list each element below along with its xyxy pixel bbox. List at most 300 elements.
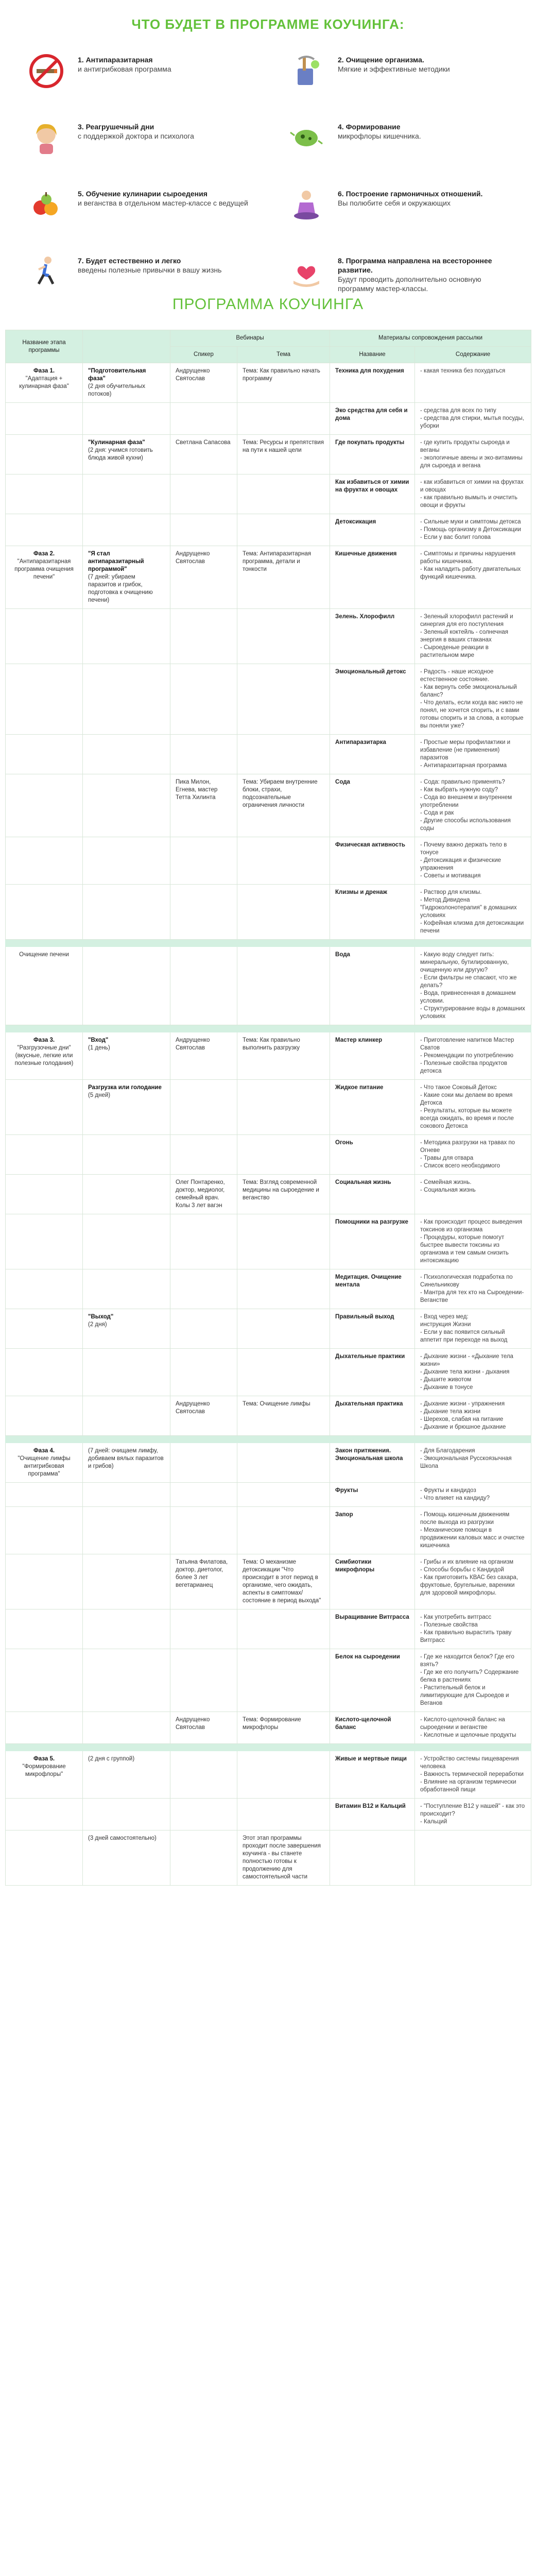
- material-content: - Кислото-щелочной баланс на сыроедении и веганстве - Кислотные и щелочные продукты: [420, 1717, 516, 1738]
- benefit-title: 5. Обучение кулинарии сыроедения: [78, 190, 208, 198]
- webinar-topic: Тема: Очищение лимфы: [243, 1401, 310, 1407]
- table-row: [6, 435, 531, 474]
- phase-cell: [6, 1831, 83, 1886]
- material-name: Клизмы и дренаж: [335, 889, 387, 895]
- topic-cell: [237, 1799, 330, 1831]
- benefit-description: Будут проводить дополнительно основную программу мастер-классы.: [338, 275, 481, 293]
- material-name-cell: [330, 609, 415, 664]
- speaker-cell: [170, 1349, 237, 1396]
- speaker-cell: [170, 1831, 237, 1886]
- webinar-topic: Этот этап программы проходит после завершения коучинга - вы станете полностью готовы к продолжению для самостоятельной части: [243, 1835, 321, 1880]
- subphase-text: (2 дня): [88, 1321, 107, 1328]
- speaker-cell: [170, 774, 237, 837]
- table-row: [6, 1175, 531, 1214]
- subphase-cell: [83, 1214, 170, 1269]
- phase-cell: [6, 403, 83, 435]
- material-content-cell: [415, 1396, 531, 1436]
- speaker-cell: [170, 947, 237, 1025]
- subphase-cell: [83, 1751, 170, 1799]
- speaker-cell: [170, 1309, 237, 1349]
- table-row: [6, 1349, 531, 1396]
- phase-cell: [6, 363, 83, 403]
- material-name-cell: [330, 514, 415, 546]
- benefit-title: 4. Формирование: [338, 123, 401, 131]
- benefit-item: [283, 116, 512, 160]
- material-name: Белок на сыроедении: [335, 1654, 400, 1660]
- material-name-cell: [330, 1175, 415, 1214]
- speaker-name: Андрущенко Святослав: [176, 1037, 210, 1051]
- material-content-cell: [415, 546, 531, 609]
- table-row: [6, 1831, 531, 1886]
- material-name-cell: [330, 664, 415, 735]
- material-name-cell: [330, 1483, 415, 1507]
- webinar-topic: Тема: О механизме детоксикации "Что происходит в этот период в организме, чего ожидать, аспекты в симптомах/состояние в период выхода": [243, 1559, 321, 1604]
- phase-separator: [6, 1436, 531, 1443]
- topic-cell: [237, 837, 330, 885]
- table-row: [6, 1396, 531, 1436]
- phase-text: "Разгрузочные дни" (вкусные, легкие или полезные голодания): [14, 1045, 74, 1066]
- speaker-cell: [170, 1032, 237, 1080]
- benefits-grid: [23, 49, 512, 294]
- benefit-description: с поддержкой доктора и психолога: [78, 132, 194, 140]
- material-name-cell: [330, 1032, 415, 1080]
- speaker-cell: [170, 1135, 237, 1175]
- topic-cell: [237, 1135, 330, 1175]
- phase-cell: [6, 1309, 83, 1349]
- speaker-cell: [170, 1712, 237, 1744]
- material-name: Физическая активность: [335, 842, 405, 848]
- subphase-cell: [83, 664, 170, 735]
- topic-cell: [237, 1649, 330, 1712]
- subphase-title: "Вход": [88, 1037, 109, 1043]
- speaker-cell: [170, 1396, 237, 1436]
- table-row: [6, 474, 531, 514]
- subphase-text: (2 дня с группой): [88, 1756, 135, 1762]
- speaker-name: Татьяна Филатова, доктор, диетолог, более 3 лет вегетарианец: [176, 1559, 228, 1588]
- material-name: Дыхательные практики: [335, 1353, 405, 1360]
- topic-cell: [237, 1175, 330, 1214]
- subphase-cell: [83, 1799, 170, 1831]
- speaker-cell: [170, 1175, 237, 1214]
- phase-cell: [6, 774, 83, 837]
- benefit-text: [330, 183, 482, 208]
- topic-cell: [237, 1609, 330, 1649]
- table-row: [6, 1483, 531, 1507]
- material-content: - Где же находится белок? Где его взять? - Где же его получить? Содержание белка в растениях - Растительный белок и лимитирующие для Сыроедов и Веганов: [420, 1654, 519, 1706]
- material-content-cell: [415, 1751, 531, 1799]
- speaker-cell: [170, 1554, 237, 1609]
- material-content: - Семейная жизнь. - Социальная жизнь: [420, 1179, 476, 1193]
- table-row: [6, 947, 531, 1025]
- speaker-cell: [170, 474, 237, 514]
- phase-cell: [6, 947, 83, 1025]
- table-row: [6, 609, 531, 664]
- table-row: [6, 774, 531, 837]
- table-row: [6, 1712, 531, 1744]
- phase-separator: [6, 940, 531, 947]
- subphase-cell: [83, 885, 170, 940]
- subphase-cell: [83, 1349, 170, 1396]
- material-name-cell: [330, 735, 415, 774]
- benefit-title: 2. Очищение организма.: [338, 56, 424, 64]
- topic-cell: [237, 885, 330, 940]
- material-name: Где покупать продукты: [335, 439, 405, 446]
- subphase-text: (7 дней: убираем паразитов и грибок, подготовка к очищению печени): [88, 574, 153, 603]
- subphase-cell: [83, 546, 170, 609]
- subphase-cell: [83, 403, 170, 435]
- table-row: [6, 1135, 531, 1175]
- material-name: Как избавиться от химии на фруктах и овощах: [335, 479, 409, 493]
- benefit-description: и антигрибковая программа: [78, 65, 171, 73]
- speaker-cell: [170, 1507, 237, 1554]
- material-content: - Сильные муки и симптомы детокса - Помощь организму в Детоксикации - Если у вас болит голова: [420, 519, 521, 540]
- table-row: [6, 363, 531, 403]
- benefit-title: 6. Построение гармоничных отношений.: [338, 190, 483, 198]
- phase-cell: [6, 609, 83, 664]
- material-content: - Как употребить витграсс - Полезные свойства - Как правильно вырастить траву Витграсс: [420, 1614, 512, 1643]
- table-row: [6, 885, 531, 940]
- coaching-benefits-title: ЧТО БУДЕТ В ПРОГРАММЕ КОУЧИНГА:: [131, 16, 405, 32]
- woman-thinking-icon: [23, 116, 70, 160]
- phase-cell: [6, 1799, 83, 1831]
- subphase-cell: [83, 1135, 170, 1175]
- material-name: Социальная жизнь: [335, 1179, 391, 1185]
- topic-cell: [237, 1396, 330, 1436]
- material-content: - Методика разгрузки на травах по Огневе - Травы для отвара - Список всего необходимого: [420, 1140, 515, 1169]
- subphase-cell: [83, 1649, 170, 1712]
- webinar-topic: Тема: Убираем внутренние блоки, страхи, подсознательные ограничения личности: [243, 779, 318, 808]
- cleaning-bucket-icon: [283, 49, 330, 93]
- material-name: Медитация. Очищение ментала: [335, 1274, 402, 1288]
- microbe-icon: [283, 116, 330, 160]
- no-smoking-icon: [23, 49, 70, 93]
- subphase-cell: [83, 1712, 170, 1744]
- material-name: Зелень. Хлорофилл: [335, 614, 395, 620]
- phase-title: Фаза 3.: [33, 1037, 55, 1043]
- subphase-cell: [83, 774, 170, 837]
- material-name: Антипаразитарка: [335, 739, 386, 745]
- material-content: - Раствор для клизмы. - Метод Дивидена "Гидроколонотерапия" в домашних условиях - Кофейная клизма для детоксикации печени: [420, 889, 524, 934]
- material-content: - средства для всех по типу - средства для стирки, мытья посуды, уборки: [420, 408, 524, 429]
- material-content-cell: [415, 1831, 531, 1886]
- topic-cell: [237, 403, 330, 435]
- phase-cell: [6, 664, 83, 735]
- material-content-cell: [415, 1554, 531, 1609]
- header-name: Название: [330, 347, 415, 363]
- material-name: Техника для похудения: [335, 368, 404, 374]
- phase-cell: [6, 1443, 83, 1483]
- speaker-name: Олег Понтаренко, доктор, медиолог, семейный врач. Колы 3 лет вагэн: [176, 1179, 225, 1209]
- material-content: - Что такое Соковый Детокс - Какие соки мы делаем во время Детокса - Результаты, которые вы можете всегда ожидать, во время и после сокового Детокса: [420, 1084, 514, 1129]
- phase-title: Фаза 5.: [33, 1756, 55, 1762]
- material-content: - Помощь кишечным движениям после выхода из разгрузки - Механические помощи в продвижении каловых масс и очистке кишечника: [420, 1512, 525, 1549]
- subphase-cell: [83, 1609, 170, 1649]
- material-name: Вода: [335, 952, 350, 958]
- material-name: Закон притяжения. Эмоциональная школа: [335, 1448, 403, 1462]
- speaker-cell: [170, 1799, 237, 1831]
- table-row: [6, 1080, 531, 1135]
- material-content-cell: [415, 1712, 531, 1744]
- material-name: Помощники на разгрузке: [335, 1219, 408, 1225]
- subphase-cell: [83, 947, 170, 1025]
- phase-cell: [6, 1483, 83, 1507]
- table-row: [6, 1609, 531, 1649]
- table-row: [6, 664, 531, 735]
- woman-running-icon: [23, 250, 70, 294]
- benefit-text: [330, 116, 421, 141]
- subphase-cell: [83, 609, 170, 664]
- header-empty: [83, 330, 170, 363]
- material-name: Запор: [335, 1512, 353, 1518]
- benefit-item: [283, 250, 512, 294]
- subphase-text: (3 дней самостоятельно): [88, 1835, 157, 1841]
- material-content: - Устройство системы пищеварения человека - Важность термической переработки - Влияние на организм термически обработанной пищи: [420, 1756, 524, 1793]
- subphase-cell: [83, 363, 170, 403]
- material-content-cell: [415, 609, 531, 664]
- speaker-name: Пика Милон, Егнева, мастер Тетта Хилинта: [176, 779, 218, 801]
- webinar-topic: Тема: Формирование микрофлоры: [243, 1717, 301, 1731]
- phase-title: Фаза 2.: [33, 551, 55, 557]
- material-content: - Радость - наше исходное естественное состояние. - Как вернуть себе эмоциональный баланс? - Что делать, если когда вас никто не понял, не хочется спорить, и с вами готовы спорить и за слова, а которые вы поняли уже?: [420, 669, 524, 729]
- material-name-cell: [330, 1609, 415, 1649]
- webinar-topic: Тема: Взгляд современной медицины на сыроедение и веганство: [243, 1179, 319, 1201]
- material-name-cell: [330, 1799, 415, 1831]
- header-materials: Материалы сопровождения рассылки: [330, 330, 531, 347]
- speaker-cell: [170, 1483, 237, 1507]
- phase-cell: [6, 1554, 83, 1609]
- table-row: [6, 735, 531, 774]
- speaker-cell: [170, 363, 237, 403]
- material-content: - Простые меры профилактики и избавление (не применения) паразитов - Антипаразитарная программа: [420, 739, 511, 769]
- benefit-description: и веганства в отдельном мастер-классе с ведущей: [78, 199, 248, 207]
- topic-cell: [237, 1831, 330, 1886]
- material-name: Эмоциональный детокс: [335, 669, 406, 675]
- material-content-cell: [415, 837, 531, 885]
- subphase-cell: [83, 514, 170, 546]
- speaker-name: Светлана Сапасова: [176, 439, 231, 446]
- material-name-cell: [330, 1396, 415, 1436]
- table-row: [6, 1025, 531, 1032]
- material-content-cell: [415, 1269, 531, 1309]
- material-content: - какая техника без похудаться: [420, 368, 506, 374]
- subphase-text: (2 дня: учимся готовить блюда живой кухни): [88, 447, 153, 461]
- subphase-cell: [83, 435, 170, 474]
- material-content-cell: [415, 1609, 531, 1649]
- subphase-cell: [83, 1483, 170, 1507]
- material-name-cell: [330, 1507, 415, 1554]
- phase-cell: [6, 735, 83, 774]
- topic-cell: [237, 735, 330, 774]
- subphase-title: "Я стал антипаразитарный программой": [88, 551, 144, 572]
- material-name-cell: [330, 1349, 415, 1396]
- subphase-cell: [83, 1396, 170, 1436]
- material-name: Симбиотики микрофлоры: [335, 1559, 375, 1573]
- program-title: ПРОГРАММА КОУЧИНГА: [172, 296, 364, 313]
- phase-cell: [6, 1507, 83, 1554]
- topic-cell: [237, 514, 330, 546]
- material-name: Кислото-щелочной баланс: [335, 1717, 391, 1731]
- speaker-name: Андрущенко Святослав: [176, 551, 210, 565]
- material-content: - Для Благодарения - Эмоциональная Русскоязычная Школа: [420, 1448, 512, 1469]
- material-name-cell: [330, 774, 415, 837]
- material-content-cell: [415, 1080, 531, 1135]
- webinar-topic: Тема: Ресурсы и препятствия на пути к нашей цели: [243, 439, 324, 453]
- material-content-cell: [415, 514, 531, 546]
- material-content-cell: [415, 1309, 531, 1349]
- webinar-topic: Тема: Антипаразитарная программа, детали и тонкости: [243, 551, 312, 572]
- subphase-title: "Выход": [88, 1314, 114, 1320]
- topic-cell: [237, 1214, 330, 1269]
- speaker-cell: [170, 435, 237, 474]
- topic-cell: [237, 435, 330, 474]
- benefit-text: [330, 49, 450, 74]
- material-content-cell: [415, 1214, 531, 1269]
- benefit-item: [23, 250, 252, 294]
- material-content-cell: [415, 1349, 531, 1396]
- material-name-cell: [330, 1554, 415, 1609]
- phase-separator: [6, 1025, 531, 1032]
- speaker-cell: [170, 1214, 237, 1269]
- material-content: - "Поступление B12 у нашей" - как это происходит? - Кальций: [420, 1803, 525, 1825]
- material-name-cell: [330, 474, 415, 514]
- table-row: [6, 1649, 531, 1712]
- benefit-item: [283, 49, 512, 93]
- topic-cell: [237, 363, 330, 403]
- benefit-description: микрофлоры кишечника.: [338, 132, 421, 140]
- speaker-cell: [170, 1609, 237, 1649]
- material-content: - Какую воду следует пить: минеральную, бутилированную, очищенную или другую? - Если фильтры не спасают, что же делать? - Вода, привнесенная в домашнем условии. - Структурирование воды в домашних условиях: [420, 952, 525, 1020]
- header-speaker: Спикер: [170, 347, 237, 363]
- benefit-text: [70, 116, 194, 141]
- phase-cell: [6, 885, 83, 940]
- material-name-cell: [330, 885, 415, 940]
- table-row: [6, 1269, 531, 1309]
- material-name-cell: [330, 1135, 415, 1175]
- material-content-cell: [415, 363, 531, 403]
- material-content-cell: [415, 1175, 531, 1214]
- phase-text: "Антипаразитарная программа очищения печени": [14, 558, 74, 580]
- speaker-cell: [170, 403, 237, 435]
- material-content-cell: [415, 664, 531, 735]
- meditation-icon: [283, 183, 330, 227]
- material-content: - Как происходит процесс выведения токсинов из организма - Процедуры, которые помогут быстрее вывести токсины из организма и тем самым снизить интоксикацию: [420, 1219, 523, 1264]
- speaker-cell: [170, 735, 237, 774]
- topic-cell: [237, 1080, 330, 1135]
- phase-title: Фаза 4.: [33, 1448, 55, 1454]
- material-content-cell: [415, 474, 531, 514]
- material-content-cell: [415, 1135, 531, 1175]
- benefit-text: [70, 183, 248, 208]
- topic-cell: [237, 546, 330, 609]
- hand-heart-icon: [283, 250, 330, 294]
- header-stage: Название этапа программы: [6, 330, 83, 363]
- speaker-cell: [170, 1080, 237, 1135]
- webinar-topic: Тема: Как правильно начать программу: [243, 368, 320, 382]
- material-name: Сода: [335, 779, 350, 785]
- material-content: - Симптомы и причины нарушения работы кишечника. - Как наладить работу двигательных функций кишечника.: [420, 551, 521, 580]
- benefit-item: [23, 116, 252, 160]
- material-content: - Психологическая подработка по Синельникову - Мантра для тех кто на Сыроедении-Веганстве: [420, 1274, 524, 1303]
- material-name-cell: [330, 1309, 415, 1349]
- material-name-cell: [330, 403, 415, 435]
- material-content: - Зеленый хлорофилл растений и синергия для его поступления - Зеленый коктейль - солнечная энергия в ваших стаканах - Сыроеденые реакции в растительном мире: [420, 614, 513, 658]
- material-name-cell: [330, 1269, 415, 1309]
- phase-cell: [6, 546, 83, 609]
- table-row: [6, 1799, 531, 1831]
- phase-cell: [6, 435, 83, 474]
- subphase-title: "Подготовительная фаза": [88, 368, 146, 382]
- material-name: Дыхательная практика: [335, 1401, 403, 1407]
- topic-cell: [237, 1751, 330, 1799]
- material-name: Эко средства для себя и дома: [335, 408, 408, 421]
- material-name-cell: [330, 1080, 415, 1135]
- phase-cell: [6, 1080, 83, 1135]
- material-name-cell: [330, 1831, 415, 1886]
- topic-cell: [237, 474, 330, 514]
- subphase-cell: [83, 474, 170, 514]
- benefit-description: Мягкие и эффективные методики: [338, 65, 450, 73]
- material-content-cell: [415, 885, 531, 940]
- phase-title: Фаза 1.: [33, 368, 55, 374]
- material-name-cell: [330, 1712, 415, 1744]
- table-row: [6, 1436, 531, 1443]
- header-topic: Тема: [237, 347, 330, 363]
- phase-cell: [6, 837, 83, 885]
- material-content-cell: [415, 1799, 531, 1831]
- subphase-text: (7 дней: очищаем лимфу, добиваем вялых паразитов и грибов): [88, 1448, 164, 1469]
- material-name-cell: [330, 435, 415, 474]
- speaker-cell: [170, 514, 237, 546]
- speaker-cell: [170, 837, 237, 885]
- phase-text: "Адаптация + кулинарная фаза": [19, 376, 69, 389]
- benefit-title: 3. Реагрушечный дни: [78, 123, 154, 131]
- header-webinars: Вебинары: [170, 330, 330, 347]
- topic-cell: [237, 1554, 330, 1609]
- material-content: - Приготовление напитков Мастер Сватов - Рекомендации по употреблению - Полезные свойства продуктов детокса: [420, 1037, 514, 1074]
- table-row: [6, 1554, 531, 1609]
- material-name: Выращивание Витграсса: [335, 1614, 409, 1620]
- speaker-cell: [170, 1649, 237, 1712]
- material-content-cell: [415, 1649, 531, 1712]
- material-content: - как избавиться от химии на фруктах и овощах - как правильно вымыть и очистить овощи и фрукты: [420, 479, 524, 509]
- speaker-cell: [170, 1443, 237, 1483]
- speaker-cell: [170, 664, 237, 735]
- phase-cell: [6, 1751, 83, 1799]
- speaker-name: Андрущенко Святослав: [176, 1717, 210, 1731]
- material-name-cell: [330, 546, 415, 609]
- speaker-cell: [170, 1751, 237, 1799]
- subphase-cell: [83, 1269, 170, 1309]
- subphase-cell: [83, 735, 170, 774]
- material-content: - Фрукты и кандидоз - Что влияет на кандиду?: [420, 1487, 490, 1501]
- topic-cell: [237, 774, 330, 837]
- material-content: - где купить продукты сыроеда и веганы - экологичные авены и эко-витамины для сыроеда и вегана: [420, 439, 523, 469]
- table-row: [6, 514, 531, 546]
- table-row: [6, 546, 531, 609]
- phase-cell: [6, 1032, 83, 1080]
- material-name: Жидкое питание: [335, 1084, 384, 1091]
- fruits-icon: [23, 183, 70, 227]
- phase-cell: [6, 1396, 83, 1436]
- header-content: Содержание: [415, 347, 531, 363]
- topic-cell: [237, 1269, 330, 1309]
- subphase-cell: [83, 1080, 170, 1135]
- material-content-cell: [415, 1483, 531, 1507]
- subphase-cell: [83, 837, 170, 885]
- subphase-cell: [83, 1554, 170, 1609]
- subphase-cell: [83, 1032, 170, 1080]
- topic-cell: [237, 1032, 330, 1080]
